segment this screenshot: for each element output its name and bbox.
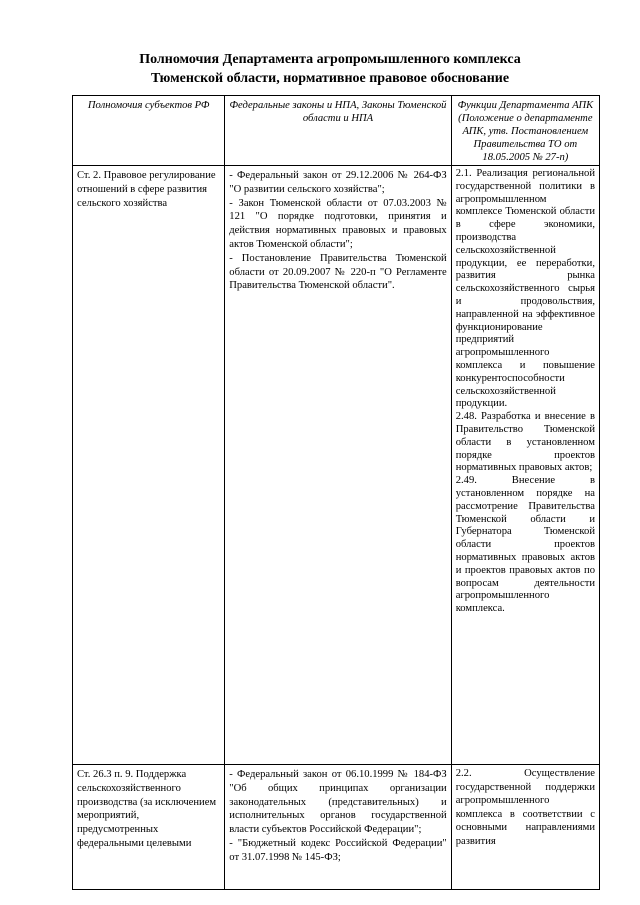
laws-cell — [225, 166, 451, 765]
table-row — [73, 166, 600, 765]
header-functions: Функции Департамента АПК (Положение о департаменте АПК, утв. Постановлением Правительства ТО от 18.05.2005 № 27-п) — [451, 96, 599, 166]
law-item: - Федеральный закон от 06.10.1999 № 184-ФЗ "Об общих принципах организации законодательных (представительных) и исполнительных органов государственной власти субъектов Российской Федерации"; — [229, 769, 447, 836]
law-item: - Постановление Правительства Тюменской области от 20.09.2007 № 220-п "О Регламенте Правительства Тюменской области". — [229, 252, 447, 292]
table-row — [73, 765, 600, 890]
function-item: 2.49. Внесение в установленном порядке на рассмотрение Правительства Тюменской области и Губернатора Тюменской области проектов нормативных правовых актов и проектов правовых актов по вопросам деятельности агропромышленного комплекса. — [455, 475, 595, 615]
authority-cell: Ст. 26.3 п. 9. Поддержка сельскохозяйственного производства (за исключением мероприятий, предусмотренных федеральными целевыми — [73, 765, 225, 890]
function-item: 2.1. Реализация региональной государственной политики в агропромышленном комплексе Тюменской области в сфере экономики, производства сельскохозяйственной продукции, ее переработки, развития рынка сельскохозяйственного сырья и продовольствия, направленной на эффективное функционирование предприятий агропромышленного комплекса и повышение конкурентоспособности сельскохозяйственной продукции. — [455, 168, 595, 410]
law-item: - "Бюджетный кодекс Российской Федерации" от 31.07.1998 № 145-ФЗ; — [229, 837, 447, 863]
title-line-1: Полномочия Департамента агропромышленного комплекса — [139, 52, 521, 67]
law-item: - Закон Тюменской области от 07.03.2003 № 121 "О порядке подготовки, принятия и действия нормативных правовых и правовых актов Тюменской области"; — [229, 197, 447, 250]
document-title — [60, 50, 600, 88]
laws-cell — [225, 765, 451, 890]
law-item: - Федеральный закон от 29.12.2006 № 264-ФЗ "О развитии сельского хозяйства"; — [229, 170, 447, 195]
title-line-2: Тюменской области, нормативное правовое обоснование — [150, 71, 510, 86]
function-item: 2.48. Разработка и внесение в Правительство Тюменской области в установленном порядке проектов нормативных правовых актов; — [455, 411, 595, 474]
function-item: 2.2. Осуществление государственной поддержки агропромышленного комплекса в соответствии с основными направлениями развития — [455, 768, 595, 847]
authority-cell: Ст. 2. Правовое регулирование отношений в сфере развития сельского хозяйства — [73, 166, 225, 765]
functions-cell — [451, 166, 599, 765]
header-authority: Полномочия субъектов РФ — [73, 96, 225, 166]
authority-table — [72, 95, 600, 890]
table-header-row — [73, 96, 600, 166]
functions-cell — [451, 765, 599, 890]
header-laws: Федеральные законы и НПА, Законы Тюменской области и НПА — [225, 96, 451, 166]
